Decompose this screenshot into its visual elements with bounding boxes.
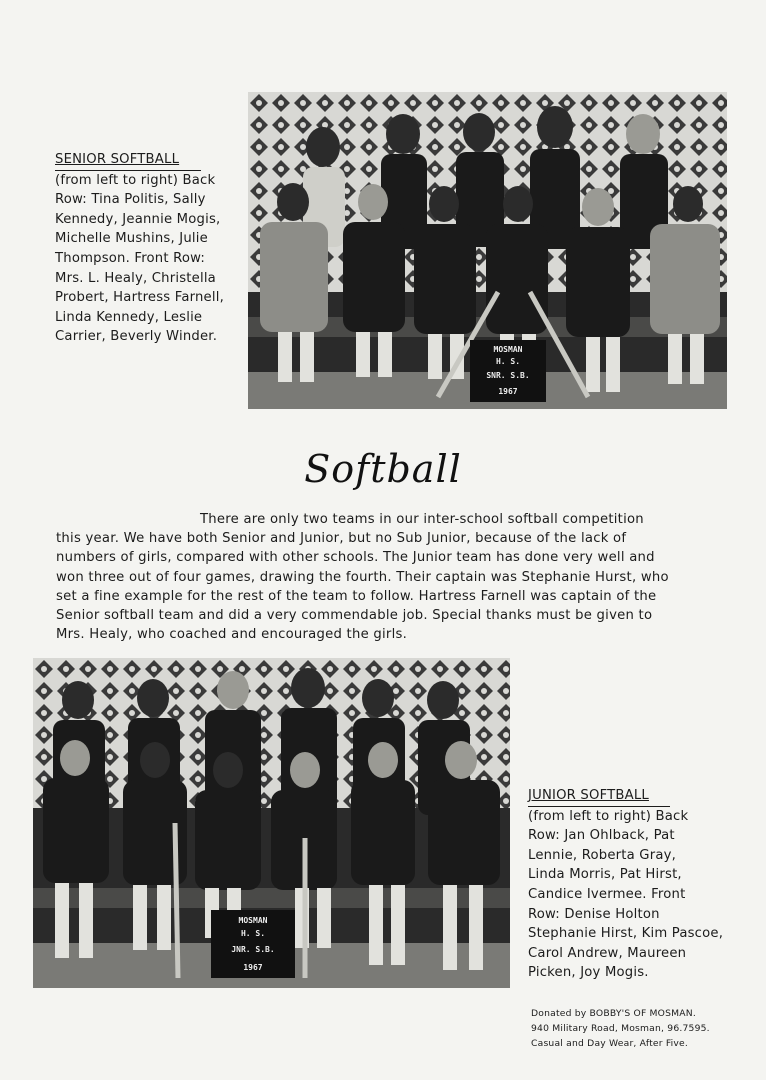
sign-text: SNR. S.B. — [486, 371, 530, 380]
senior-caption-title: SENIOR SOFTBALL — [55, 152, 180, 167]
sign-text: 1967 — [243, 963, 263, 972]
junior-caption-line: Lennie, Roberta Gray, — [528, 847, 677, 863]
sign-text: MOSMAN — [493, 345, 523, 354]
senior-caption-line: (from left to right) Back — [55, 172, 216, 188]
junior-caption-line: Stephanie Hirst, Kim Pascoe, — [528, 926, 724, 942]
sign-text: 1967 — [498, 387, 518, 396]
sign-text: MOSMAN — [238, 916, 268, 925]
donor-note — [531, 1006, 710, 1051]
softball-bat — [175, 823, 178, 978]
junior-caption-line: Row: Jan Ohlback, Pat — [528, 828, 675, 844]
junior-caption-line: Picken, Joy Mogis. — [528, 965, 649, 981]
body-line: this year. We have both Senior and Junior, but no Sub Junior, because of the lack of — [56, 531, 627, 547]
donor-line: Casual and Day Wear, After Five. — [531, 1038, 689, 1049]
donor-line: 940 Military Road, Mosman, 96.7595. — [531, 1023, 710, 1034]
sign-text: H. S. — [240, 929, 266, 938]
senior-caption-line: Row: Tina Politis, Sally — [55, 192, 206, 208]
body-line: won three out of four games, drawing the fourth. Their captain was Stephanie Hurst, who — [56, 569, 669, 585]
senior-caption-line: Probert, Hartress Farnell, — [55, 290, 224, 306]
body-line: Senior softball team and did a very commendable job. Special thanks must be given to — [56, 608, 653, 624]
sign-text: JNR. S.B. — [231, 945, 275, 954]
senior-caption-line: Thompson. Front Row: — [55, 250, 206, 266]
bench — [33, 888, 510, 908]
senior-caption-line: Kennedy, Jeannie Mogis, — [55, 211, 221, 227]
senior-caption-line: Mrs. L. Healy, Christella — [55, 270, 216, 286]
senior-caption-line: Michelle Mushins, Julie — [55, 231, 208, 247]
junior-caption-line: Row: Denise Holton — [528, 906, 660, 922]
senior-caption-line: Linda Kennedy, Leslie — [55, 309, 203, 325]
body-line: There are only two teams in our inter-school softball competition — [200, 512, 644, 527]
body-line: numbers of girls, compared with other schools. The Junior team has done very well and — [56, 550, 655, 566]
junior-caption-line: Carol Andrew, Maureen — [528, 945, 687, 961]
sign-text: H. S. — [495, 357, 521, 366]
donor-line: Donated by BOBBY'S OF MOSMAN. — [531, 1008, 696, 1019]
junior-caption-line: Linda Morris, Pat Hirst, — [528, 867, 682, 883]
junior-caption-title: JUNIOR SOFTBALL — [528, 788, 649, 803]
senior-caption-line: Carrier, Beverly Winder. — [55, 329, 218, 345]
junior-caption — [528, 786, 758, 983]
senior-caption — [55, 150, 245, 347]
junior-caption-line: (from left to right) Back — [528, 808, 689, 824]
senior-team-photo — [248, 92, 727, 409]
article-body — [56, 510, 696, 644]
body-line: Mrs. Healy, who coached and encouraged the girls. — [56, 627, 408, 643]
page-title: Softball — [304, 447, 462, 491]
junior-team-photo — [33, 658, 510, 988]
body-line: set a fine example for the rest of the team to follow. Hartress Farnell was captain of the — [56, 588, 657, 604]
junior-caption-line: Candice Ivermee. Front — [528, 886, 686, 902]
